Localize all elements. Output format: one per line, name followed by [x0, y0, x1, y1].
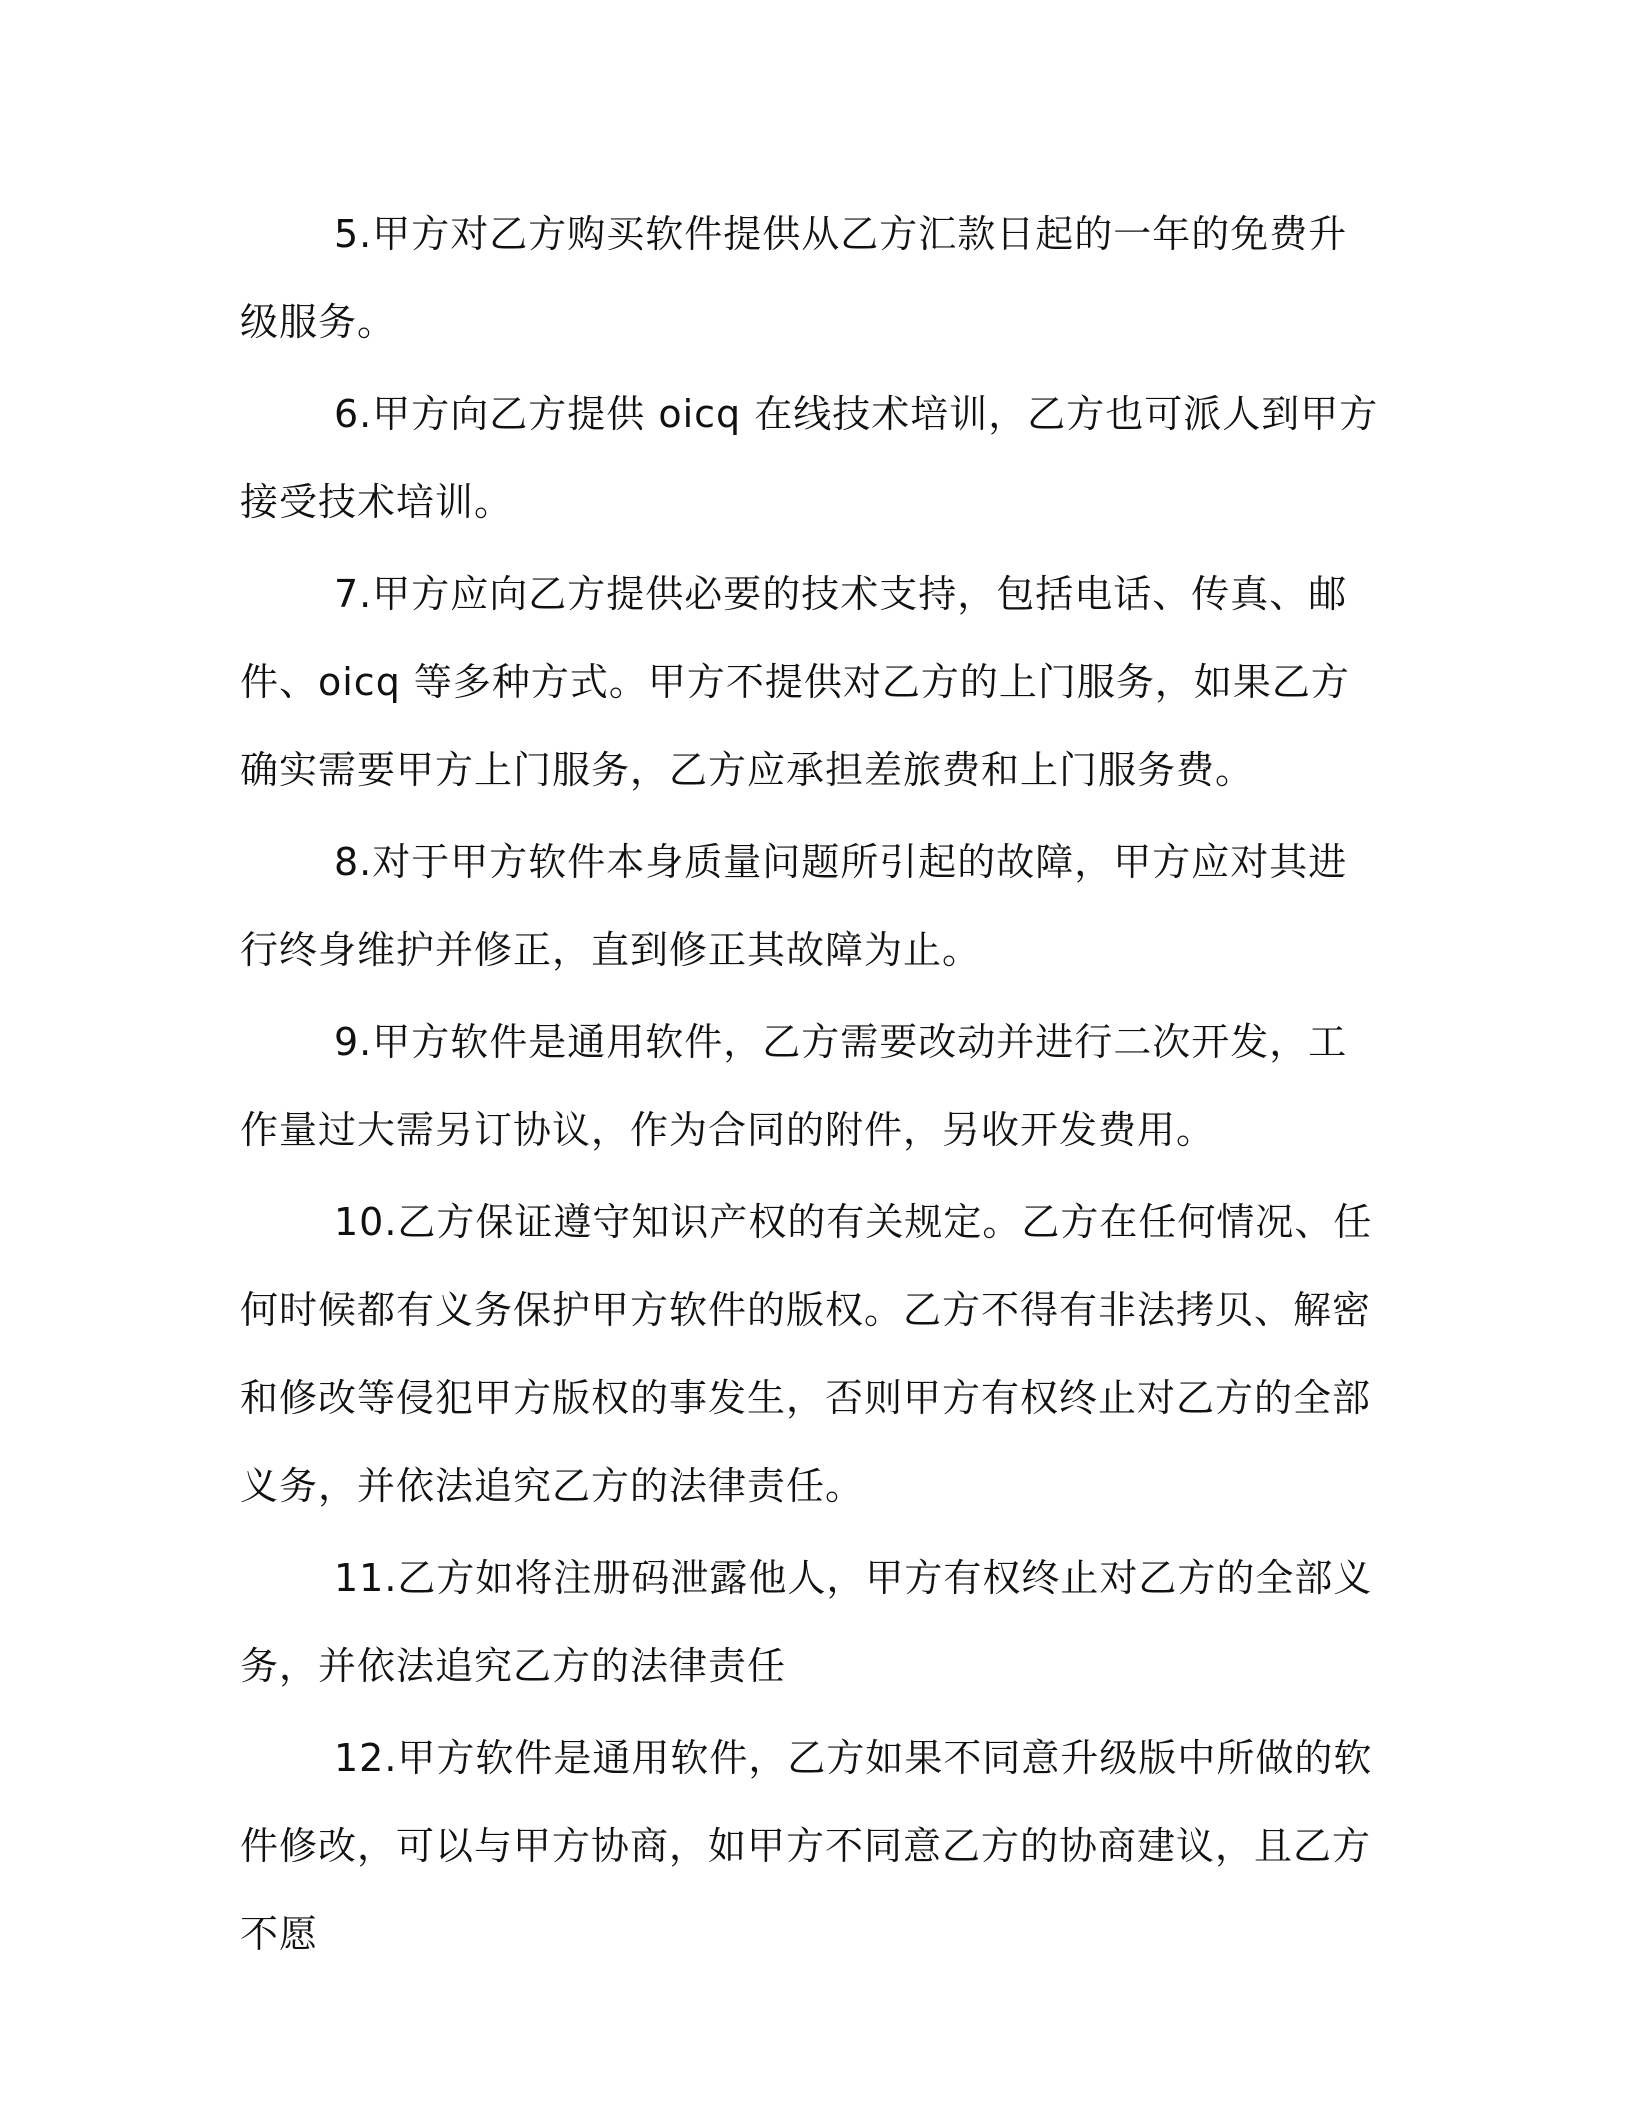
- clause-12: 12.甲方软件是通用软件，乙方如果不同意升级版中所做的软件修改，可以与甲方协商，如甲方不同意乙方的协商建议，且乙方不愿: [240, 1736, 1373, 1956]
- clause-11: 11.乙方如将注册码泄露他人，甲方有权终止对乙方的全部义务，并依法追究乙方的法律责任: [240, 1556, 1373, 1688]
- clause-5: 5.甲方对乙方购买软件提供从乙方汇款日起的一年的免费升级服务。: [240, 212, 1348, 344]
- document-body: [240, 190, 1380, 1978]
- clause-6: 6.甲方向乙方提供 oicq 在线技术培训，乙方也可派人到甲方接受技术培训。: [240, 392, 1379, 524]
- clause-8: 8.对于甲方软件本身质量问题所引起的故障，甲方应对其进行终身维护并修正，直到修正其故障为止。: [240, 840, 1348, 972]
- clause-9: 9.甲方软件是通用软件，乙方需要改动并进行二次开发，工作量过大需另订协议，作为合同的附件，另收开发费用。: [240, 1020, 1348, 1152]
- clause-7: 7.甲方应向乙方提供必要的技术支持，包括电话、传真、邮件、oicq 等多种方式。甲方不提供对乙方的上门服务，如果乙方确实需要甲方上门服务，乙方应承担差旅费和上门服务费。: [240, 572, 1350, 792]
- clause-10: 10.乙方保证遵守知识产权的有关规定。乙方在任何情况、任何时候都有义务保护甲方软件的版权。乙方不得有非法拷贝、解密和修改等侵犯甲方版权的事发生，否则甲方有权终止对乙方的全部义务，并依法追究乙方的法律责任。: [240, 1200, 1373, 1508]
